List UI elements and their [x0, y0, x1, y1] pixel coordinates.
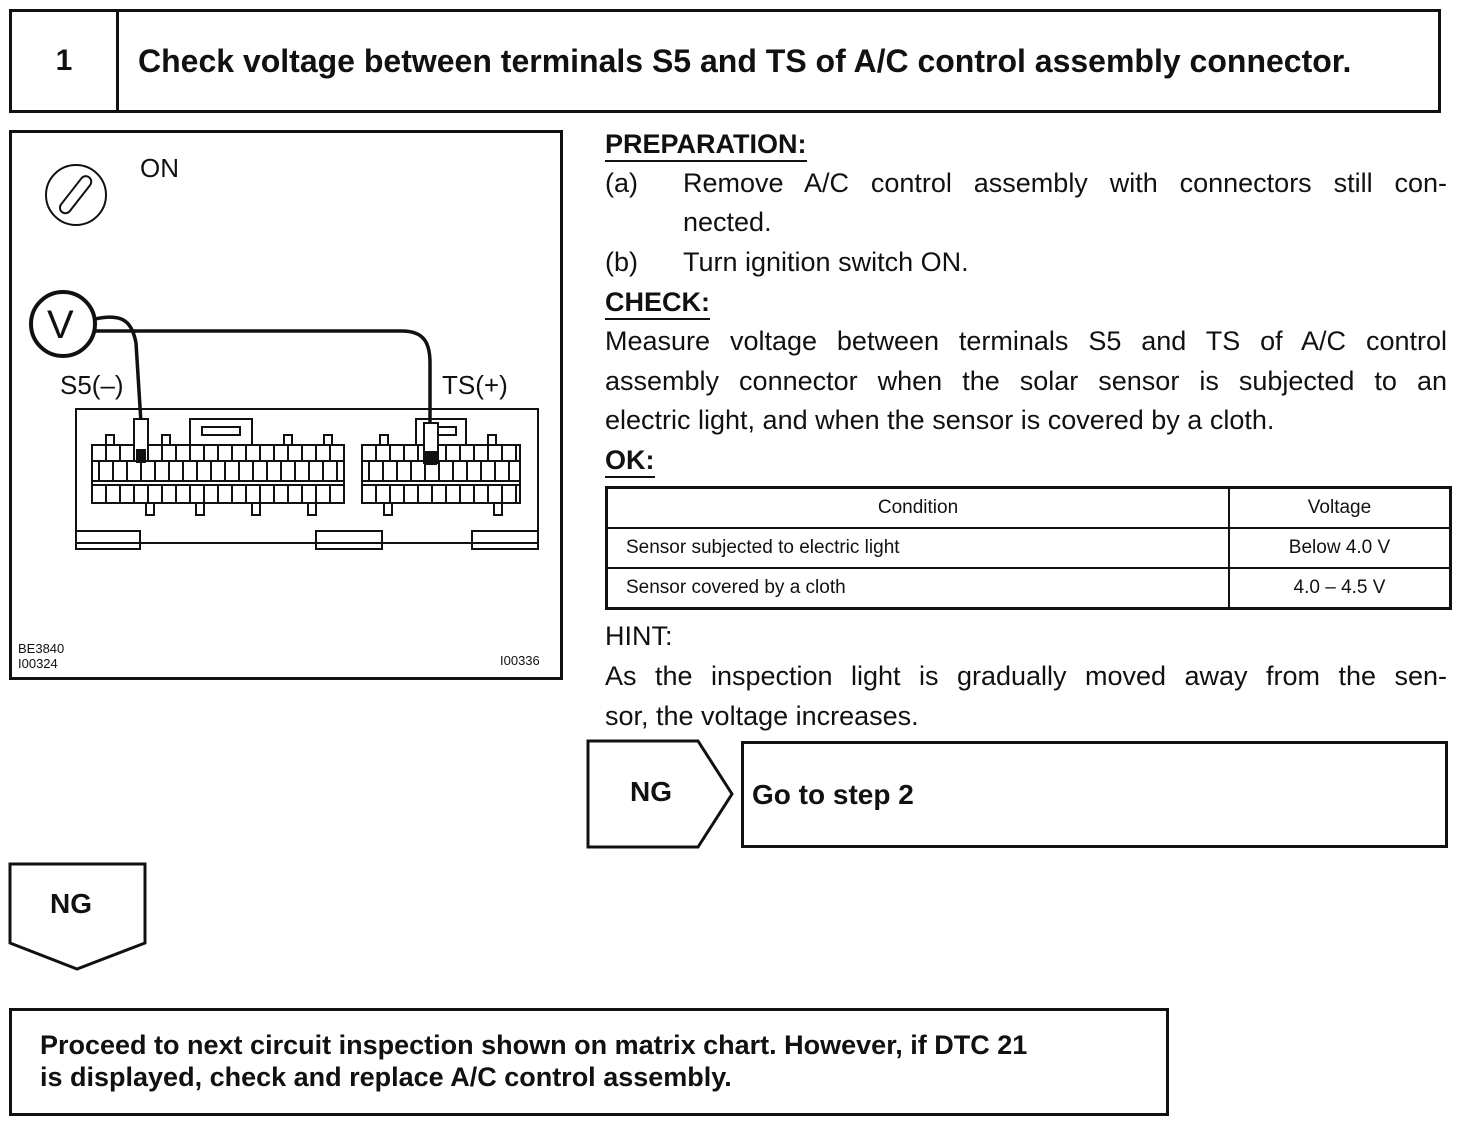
connector-diagram — [9, 130, 563, 680]
voltage-cell: 4.0 – 4.5 V — [1229, 568, 1451, 609]
ng-down-tag: NG — [50, 888, 92, 919]
voltage-column-header: Voltage — [1229, 488, 1451, 529]
table-header-row — [607, 488, 1451, 529]
table-row — [607, 528, 1451, 568]
ok-spec-table — [605, 486, 1452, 610]
step-title: Check voltage between terminals S5 and TS of A/C control assembly connector. — [138, 42, 1352, 79]
prep-marker-b: (b) — [605, 247, 638, 277]
check-heading: CHECK: — [605, 286, 710, 320]
go-to-step-text: Go to step 2 — [752, 778, 914, 810]
condition-column-header: Condition — [607, 488, 1230, 529]
final-line-2: is displayed, check and replace A/C control assembly. — [40, 1062, 732, 1092]
final-instruction-box — [9, 1008, 1169, 1116]
prep-item-a-line-1: Remove A/C control assembly with connectors still con- — [683, 168, 1447, 198]
ok-heading: OK: — [605, 444, 655, 478]
ignition-key-icon — [46, 165, 106, 225]
condition-cell: Sensor subjected to electric light — [607, 528, 1230, 568]
ng-right-tag: NG — [630, 776, 672, 807]
final-instruction-text — [40, 1029, 1027, 1093]
condition-cell: Sensor covered by a cloth — [607, 568, 1230, 609]
preparation-heading: PREPARATION: — [605, 128, 807, 162]
go-to-step-box — [741, 741, 1448, 848]
voltmeter-symbol: V — [47, 303, 74, 347]
positive-probe-wire — [95, 331, 430, 425]
ignition-on-label: ON — [140, 153, 179, 183]
table-row — [607, 568, 1451, 609]
hint-line-2: sor, the voltage increases. — [605, 701, 919, 731]
check-line-3: electric light, and when the sensor is covered by a cloth. — [605, 405, 1275, 435]
voltage-cell: Below 4.0 V — [1229, 528, 1451, 568]
s5-terminal-label: S5(–) — [60, 370, 124, 400]
check-line-1: Measure voltage between terminals S5 and TS of A/C control — [605, 326, 1447, 356]
step-number: 1 — [12, 12, 119, 110]
check-line-2: assembly connector when the solar sensor is subjected to an — [605, 366, 1447, 396]
step-header — [9, 9, 1441, 113]
ts-probe-tip — [424, 423, 438, 465]
prep-item-a-line-2: nected. — [683, 207, 772, 237]
ts-terminal-label: TS(+) — [442, 370, 508, 400]
prep-marker-a: (a) — [605, 168, 638, 198]
s5-probe-tip — [134, 419, 148, 463]
hint-line-1: As the inspection light is gradually moved away from the sen- — [605, 661, 1447, 691]
final-line-1: Proceed to next circuit inspection shown on matrix chart. However, if DTC 21 — [40, 1030, 1028, 1060]
figure-code-3: I00336 — [500, 653, 540, 668]
figure-code-2: I00324 — [18, 656, 58, 671]
prep-item-b-line-1: Turn ignition switch ON. — [683, 247, 969, 277]
hint-heading: HINT: — [605, 621, 673, 651]
diagram-drawing — [12, 133, 560, 677]
figure-code-1: BE3840 — [18, 641, 65, 656]
